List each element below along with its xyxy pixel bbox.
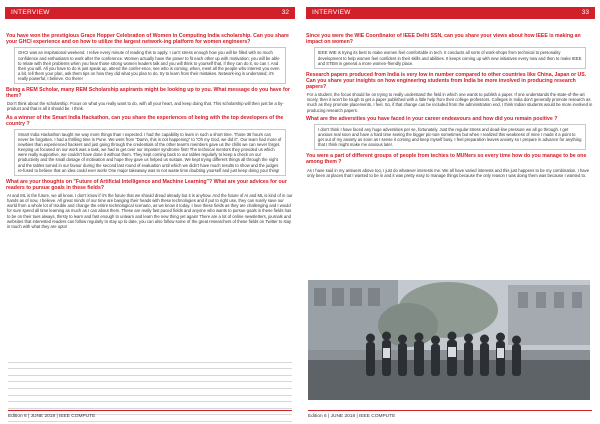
group-photo-illustration xyxy=(308,280,590,400)
question-ai-ml: What are your thoughts on "Future of Artificial Intelligence and Machine Learning"? What are your advices for our readers to pursue goals in these fields? xyxy=(6,178,287,191)
answer-ghci: GHCI was an inspirational weekend. I relive every minute of reading this to apply. I can't stress enough how you will be filled with so much confidence and enthusiasm to work after the conference. Women actually have the power to fit each other up with motivation; you will be able to relate with their problems when you hear those strong women leaders talk and you will think to yourself that, if they can do it, so can I. And then you will. All you have to do is just speak up, attend the confer-ence, see who is coming, when, meet all the people who interest you even a bit, tell them your plan, ask them tips on how they did what you plan to do, try to learn from their mistakes. Network-ing is underrated; it's really powerful, I believe. Go there! xyxy=(14,47,286,84)
right-page-number: 33 xyxy=(581,9,589,16)
left-header-title: INTERVIEW xyxy=(11,9,50,16)
question-groups: You were a part of different groups of people from techies to MUNers so every time how do you manage to be one among them ? xyxy=(306,153,587,166)
left-page-header xyxy=(5,7,295,19)
answer-adversities: I don't think I have faced any huge adversities per se, fortunately. Just the regular stress and dead-line pressure we all go through. I get anxious real soon and have a hard time seeing the bigger pic-ture sometimes but when I realized this weakness of mine I made it a point to get out of my anxiety as soon as I sense it coming and keep myself busy. I feel preparation leaves anxiety so I prepare in advance for anything that I think might make me anxious later. xyxy=(314,124,586,150)
left-content xyxy=(6,33,294,232)
left-footer-rule xyxy=(8,410,292,411)
answer-wie: IEEE WIE is trying its best to make women feel comfortable in tech. It conducts all sorts of work-shops from technical to personality development to help women feel confident in their skills and abilities. It keeps coming up with new initiatives every now and then to make IEEE and STEM in general a more women-friendly place. xyxy=(314,47,586,68)
right-footer: Edition 6 | JUNE 2018 | IEEE COMPUTE xyxy=(308,414,396,419)
answer-hackathon: Smart India Hackathon taught me way more things than I expected. I had the capability to learn in such a short time. Those 36 hours can never be forgotten. I had a thrilling time in Pune. We went from "Damn, this is not happening" to "Oh my God, we did it". Our team had more of newbies than experienced hackers and just going through the credentials of the other team's members gave us the chills we can never forget. Keeping us focused on our work was a task, we had to get over our imposter syndrome first! The technical mentors they provided us which were really supportive, we couldn't have done it without them. They kept coming back to our tables regularly to keep a check on our productivity and the small dosage of motivation and hope they gave us helped us sustain. We kept trying different things all through the night and the tables turned in our favour during the second last round of evaluation until which we didn't have much results to show and the judges re-fused to believe that an idea could ever work! One major takeaway was to not waste time doubting yourself and just keep doing your thing! xyxy=(14,129,286,176)
left-page-number: 32 xyxy=(281,9,289,16)
right-header-title: INTERVIEW xyxy=(312,9,351,16)
answer-research: For a student, the focus should be on trying to really understand the field in which one wants to publish a paper. If one understands the state-of-the-art nicely, then it won't be tough to get a paper published with a little help from their college professors. Colleges in India don't generally promote research as much as they promote placements, I feel. So, if that change can be included from the administration end, I think Indian students would be more involved in producing research papers. xyxy=(307,92,593,113)
question-wie: Since you were the WIE Coordinator of IEEE Delhi SSN, can you share your views about how IEEE is making an impact on women? xyxy=(306,33,581,46)
answer-rem-scholar: Don't think about the scholarship. Focus on what you really want to do, with all your heart, and keep doing that. This scholarship will then just be a by-product and that is all it should be, I think. xyxy=(7,101,284,112)
question-research: Research papers produced from India is very low in number compared to other countries like China, Japan or US. Can you share your insights on how engineering students from India be more involved in producing research papers? xyxy=(306,71,587,91)
right-content xyxy=(306,33,594,181)
question-ghci: You have won the prestigious Grace Hopper Celebration of Women in Computing India scholarship. Can you share your GHCI experience and on how to utilize the largest network-ing platform for women engineers? xyxy=(6,33,289,46)
left-ruled-lines xyxy=(8,356,292,422)
right-footer-rule xyxy=(308,410,592,411)
group-photo xyxy=(308,280,590,400)
answer-groups: As I have said in my answers above too, I just do whatever interests me. We all have varied interests and this just happens to be my combination. I have only been at places that I wanted to be in and it was pretty easy to manage things because the only reason I was doing them was because I wanted to. xyxy=(307,167,590,178)
left-footer: Edition 6 | JUNE 2018 | IEEE COMPUTE xyxy=(8,414,96,419)
question-hackathon: As a winner of the Smart India Hackathon, can you share the experiences of being with the top developers of the country ? xyxy=(6,114,284,127)
question-adversities: What are the adversities you have faced in your career endeavours and how did you remain positive ? xyxy=(306,115,558,122)
answer-ai-ml: AI and ML is the future, we all know. I don't know if it's the future that we should dread already but it is anyhow. And the future of AI and ML is kind of in our hands as of now, I believe. All great minds of our time are banging their heads with these technologies and if put to right use, they can surely save our world from a whole lot of trouble and change the entire technological scenario, as we know it today. I love these fields as they are challenging and I would for sure spend all time learning as much as I can about them. These are really fast paced fields and anyone who wants to pursue goals in these fields has to be on their toes always, thirsty to learn and fast enough to unlearn and learn the new thing yet again! There are a lot of online newsletters, journals and websites that interested readers can follow regularly to stay up to date, you can also follow some of the great researchers of these fields on Twitter to stay in touch with what they are upto! xyxy=(7,193,293,229)
right-page-header xyxy=(306,7,595,19)
question-rem-scholar: Being a REM Scholar, many REM Scholarship aspirants might be looking up to you. What message do you have for them? xyxy=(6,86,290,100)
right-page xyxy=(300,0,600,424)
